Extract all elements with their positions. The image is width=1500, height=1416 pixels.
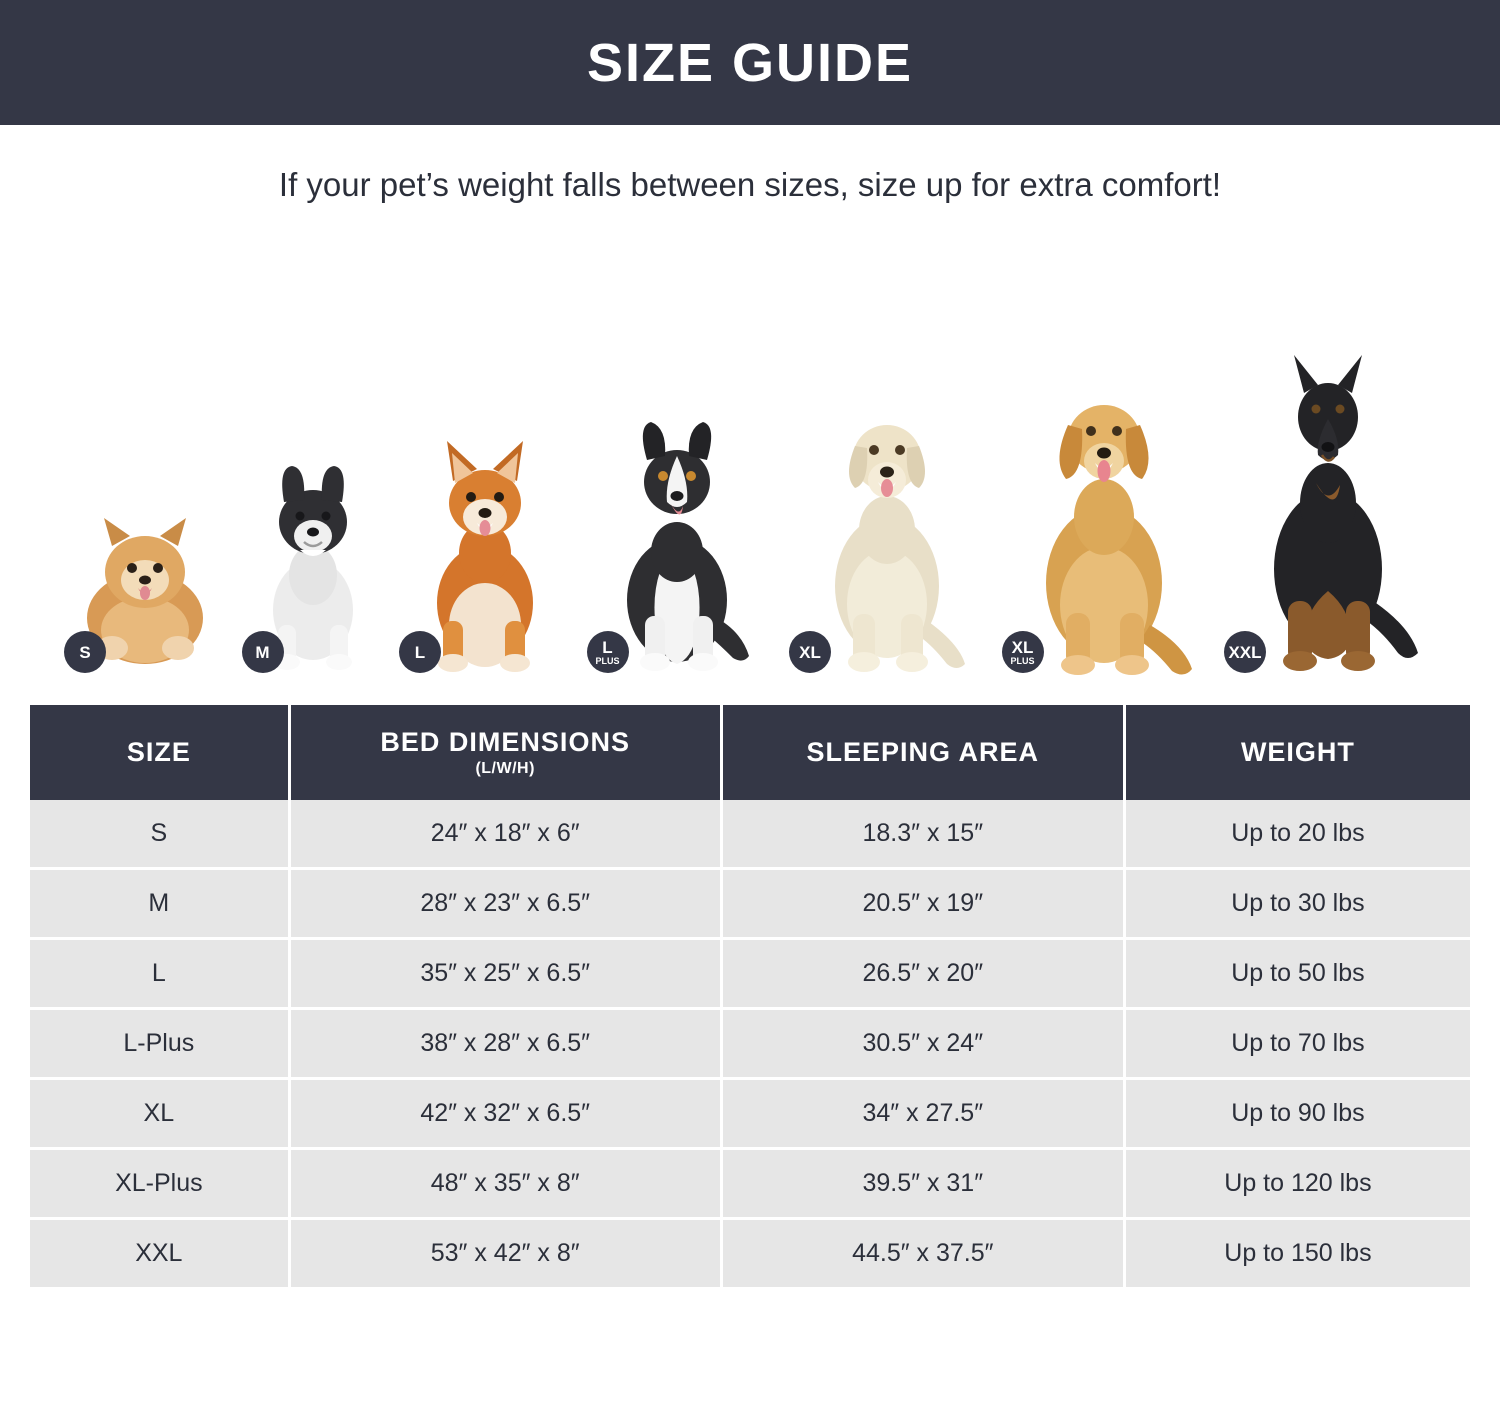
size-table bbox=[30, 705, 1470, 1287]
table-row bbox=[30, 1149, 1470, 1219]
subtitle-text: If your pet’s weight falls between sizes, size up for extra comfort! bbox=[278, 166, 1222, 203]
doberman-icon bbox=[1230, 355, 1430, 675]
column-header-weight-label: WEIGHT bbox=[1240, 737, 1355, 767]
page-title: SIZE GUIDE bbox=[586, 32, 914, 93]
shiba-inu-icon bbox=[405, 425, 565, 675]
table-row bbox=[30, 1009, 1470, 1079]
size-badge-label: XL bbox=[1011, 637, 1034, 657]
column-header-sleeping-area-label: SLEEPING AREA bbox=[806, 737, 1040, 767]
border-collie-icon bbox=[593, 410, 768, 675]
size-badge-l bbox=[399, 631, 441, 673]
cell-weight: Up to 30 lbs bbox=[1124, 869, 1470, 939]
table-row bbox=[30, 869, 1470, 939]
cell-weight: Up to 90 lbs bbox=[1124, 1079, 1470, 1149]
column-header-bed-dimensions-sublabel: (L/W/H) bbox=[475, 760, 535, 777]
size-badge-label: S bbox=[79, 642, 91, 662]
pomeranian-icon bbox=[70, 480, 220, 675]
size-badge-xxl bbox=[1224, 631, 1266, 673]
cell-dimensions: 35″ x 25″ x 6.5″ bbox=[289, 939, 721, 1009]
size-table-container bbox=[30, 705, 1470, 1287]
table-row bbox=[30, 1219, 1470, 1288]
size-badge-label: XXL bbox=[1228, 642, 1262, 662]
size-table-body bbox=[30, 800, 1470, 1287]
column-header-weight bbox=[1124, 705, 1470, 800]
cell-weight: Up to 50 lbs bbox=[1124, 939, 1470, 1009]
cell-size: XL-Plus bbox=[30, 1149, 289, 1219]
cell-dimensions: 53″ x 42″ x 8″ bbox=[289, 1219, 721, 1288]
cell-dimensions: 28″ x 23″ x 6.5″ bbox=[289, 869, 721, 939]
labrador-icon bbox=[795, 390, 980, 675]
table-row bbox=[30, 939, 1470, 1009]
size-badge-label: L bbox=[602, 637, 613, 657]
cell-size: L-Plus bbox=[30, 1009, 289, 1079]
size-badge-label: L bbox=[414, 642, 426, 662]
cell-weight: Up to 120 lbs bbox=[1124, 1149, 1470, 1219]
size-badge-l-plus bbox=[587, 631, 629, 673]
column-header-bed-dimensions-label: BED DIMENSIONS bbox=[380, 727, 630, 757]
dog-column-m bbox=[248, 450, 378, 675]
table-header-row bbox=[30, 705, 1470, 800]
cell-size: M bbox=[30, 869, 289, 939]
cell-sleeping-area: 18.3″ x 15″ bbox=[721, 800, 1124, 869]
size-badge-label: M bbox=[255, 642, 270, 662]
cell-dimensions: 48″ x 35″ x 8″ bbox=[289, 1149, 721, 1219]
size-badge-m bbox=[242, 631, 284, 673]
size-guide-header bbox=[0, 0, 1500, 125]
cell-sleeping-area: 20.5″ x 19″ bbox=[721, 869, 1124, 939]
dog-column-xl bbox=[795, 390, 980, 675]
cell-sleeping-area: 34″ x 27.5″ bbox=[721, 1079, 1124, 1149]
cell-sleeping-area: 26.5″ x 20″ bbox=[721, 939, 1124, 1009]
size-table-head bbox=[30, 705, 1470, 800]
column-header-size bbox=[30, 705, 289, 800]
cell-dimensions: 24″ x 18″ x 6″ bbox=[289, 800, 721, 869]
size-badge-sublabel: PLUS bbox=[595, 655, 620, 666]
cell-size: XXL bbox=[30, 1219, 289, 1288]
size-badge-sublabel: PLUS bbox=[1010, 655, 1035, 666]
dog-column-xxl bbox=[1230, 355, 1430, 675]
dog-size-lineup bbox=[40, 245, 1460, 675]
french-bulldog-icon bbox=[248, 450, 378, 675]
cell-weight: Up to 150 lbs bbox=[1124, 1219, 1470, 1288]
table-row bbox=[30, 1079, 1470, 1149]
cell-weight: Up to 70 lbs bbox=[1124, 1009, 1470, 1079]
cell-sleeping-area: 30.5″ x 24″ bbox=[721, 1009, 1124, 1079]
table-row bbox=[30, 800, 1470, 869]
dog-column-s bbox=[70, 480, 220, 675]
cell-sleeping-area: 39.5″ x 31″ bbox=[721, 1149, 1124, 1219]
cell-size: L bbox=[30, 939, 289, 1009]
column-header-size-label: SIZE bbox=[126, 737, 191, 767]
column-header-sleeping-area bbox=[721, 705, 1124, 800]
golden-retriever-icon bbox=[1008, 375, 1203, 675]
column-header-bed-dimensions bbox=[289, 705, 721, 800]
cell-sleeping-area: 44.5″ x 37.5″ bbox=[721, 1219, 1124, 1288]
dog-column-xl-plus bbox=[1008, 375, 1203, 675]
dog-column-l-plus bbox=[593, 410, 768, 675]
size-badge-xl-plus bbox=[1002, 631, 1044, 673]
size-badge-s bbox=[64, 631, 106, 673]
cell-size: S bbox=[30, 800, 289, 869]
cell-dimensions: 42″ x 32″ x 6.5″ bbox=[289, 1079, 721, 1149]
dog-column-l bbox=[405, 425, 565, 675]
size-badge-xl bbox=[789, 631, 831, 673]
cell-size: XL bbox=[30, 1079, 289, 1149]
size-badge-label: XL bbox=[799, 642, 821, 662]
cell-weight: Up to 20 lbs bbox=[1124, 800, 1470, 869]
subtitle-container bbox=[0, 125, 1500, 245]
cell-dimensions: 38″ x 28″ x 6.5″ bbox=[289, 1009, 721, 1079]
